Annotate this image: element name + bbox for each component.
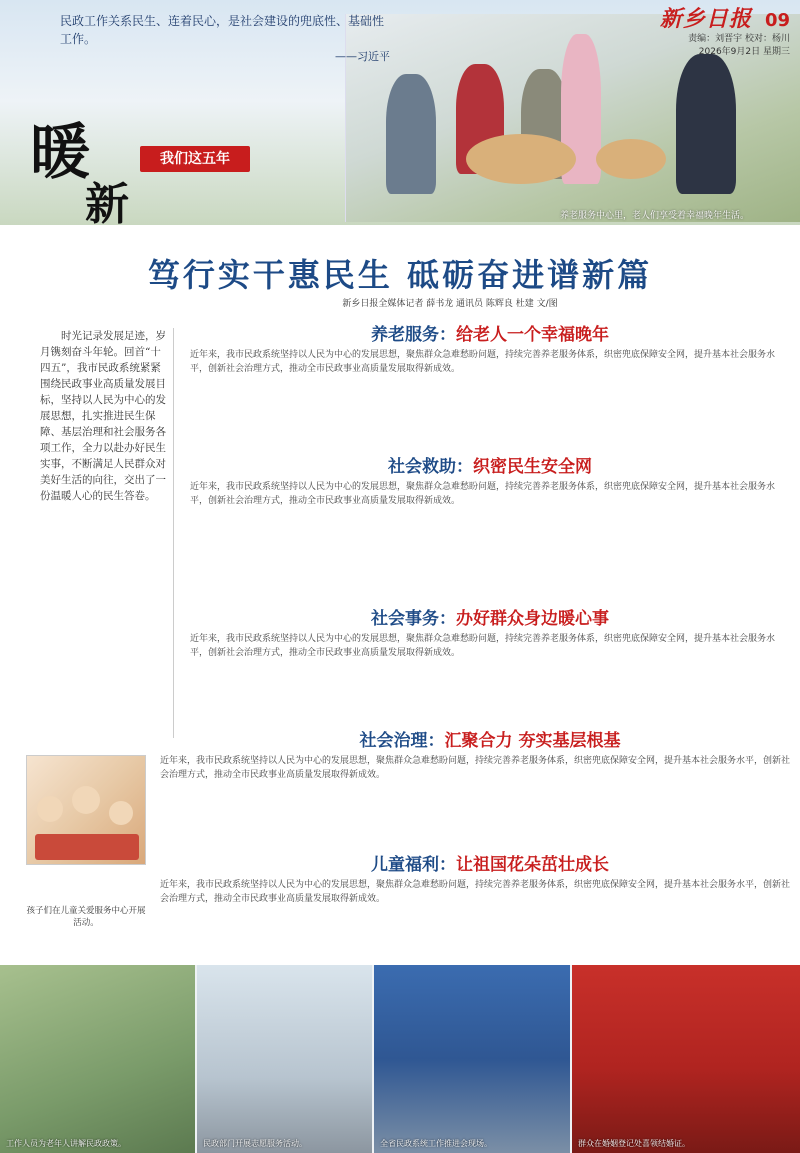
section-title-elderly-care bbox=[190, 320, 790, 345]
column-badge: 我们这五年 bbox=[140, 146, 250, 172]
newspaper-logo: 新乡日报 bbox=[659, 6, 752, 32]
section-title-social-assistance bbox=[190, 452, 790, 477]
section-title-main: 养老服务： bbox=[371, 325, 456, 345]
section-body-social-affairs: 近年来，我市民政系统坚持以人民为中心的发展思想，聚焦群众急难愁盼问题，持续完善养老服务体系，织密兜底保障安全网，提升基本社会服务水平，创新社会治理方式，推动全市民政事业高质量发展取得新成效。 bbox=[190, 634, 776, 658]
children-activity-photo bbox=[26, 755, 146, 865]
leader-quote bbox=[60, 12, 390, 66]
strip-caption-4: 群众在婚姻登记处喜领结婚证。 bbox=[578, 1139, 690, 1148]
quote-author: ——习近平 bbox=[335, 50, 390, 63]
decorative-char-warm: 暖 bbox=[30, 118, 90, 188]
section-body-social-governance: 近年来，我市民政系统坚持以人民为中心的发展思想，聚焦群众急难愁盼问题，持续完善养老服务体系，织密兜底保障安全网，提升基本社会服务水平，创新社会治理方式，推动全市民政事业高质量发展取得新成效。 bbox=[160, 756, 790, 780]
section-title-sub: 汇聚合力 夯实基层根基 bbox=[444, 731, 621, 751]
strip-photo-3 bbox=[374, 965, 570, 1153]
left-photo-caption: 孩子们在儿童关爱服务中心开展活动。 bbox=[26, 906, 146, 928]
page-headline: 笃行实干惠民生 砥砺奋进谱新篇 bbox=[147, 256, 653, 294]
section-title-social-governance bbox=[190, 726, 790, 751]
section-body-social-assistance: 近年来，我市民政系统坚持以人民为中心的发展思想，聚焦群众急难愁盼问题，持续完善养老服务体系，织密兜底保障安全网，提升基本社会服务水平，创新社会治理方式，推动全市民政事业高质量发展取得新成效。 bbox=[190, 482, 776, 506]
intro-column: 时光记录发展足迹，岁月镌刻奋斗年轮。回首“十四五”，我市民政系统紧紧围绕民政事业高质量发展目标，坚持以人民为中心的发展思想，扎实推进民生保障、基层治理和社会服务各项工作，全力以赴办好民生实事，不断满足人民群众对美好生活的向往，交出了一份温暖人心的民生答卷。 bbox=[40, 328, 174, 738]
quote-text: 民政工作关系民生、连着民心，是社会建设的兜底性、基础性工作。 bbox=[60, 14, 385, 46]
section-title-main: 社会救助： bbox=[388, 457, 473, 477]
masthead bbox=[640, 2, 790, 59]
strip-photo-4 bbox=[572, 965, 800, 1153]
byline: 新乡日报全媒体记者 薛书龙 通讯员 陈辉良 杜建 文/图 bbox=[342, 299, 558, 309]
section-title-sub: 办好群众身边暖心事 bbox=[456, 609, 609, 629]
section-title-main: 社会事务： bbox=[371, 609, 456, 629]
section-title-sub: 让祖国花朵茁壮成长 bbox=[456, 855, 609, 875]
bottom-photo-strip bbox=[0, 965, 800, 1153]
section-title-main: 儿童福利： bbox=[371, 855, 456, 875]
strip-caption-1: 工作人员为老年人讲解民政政策。 bbox=[6, 1139, 126, 1148]
editor-line: 责编：刘晋宇 校对：杨川 bbox=[688, 34, 790, 44]
decorative-char-new: 新 bbox=[85, 179, 129, 230]
hero-caption: 养老服务中心里，老人们享受着幸福晚年生活。 bbox=[560, 211, 750, 221]
section-title-social-affairs bbox=[190, 604, 790, 629]
strip-photo-1 bbox=[0, 965, 195, 1153]
section-title-sub: 织密民生安全网 bbox=[473, 457, 592, 477]
strip-caption-2: 民政部门开展志愿服务活动。 bbox=[203, 1139, 307, 1148]
section-body-child-welfare: 近年来，我市民政系统坚持以人民为中心的发展思想，聚焦群众急难愁盼问题，持续完善养老服务体系，织密兜底保障安全网，提升基本社会服务水平，创新社会治理方式，推动全市民政事业高质量发展取得新成效。 bbox=[160, 880, 790, 904]
strip-photo-2 bbox=[197, 965, 372, 1153]
section-title-main: 社会治理： bbox=[359, 731, 445, 751]
section-title-child-welfare bbox=[190, 850, 790, 875]
section-title-sub: 给老人一个幸福晚年 bbox=[456, 325, 609, 345]
section-body-elderly-care: 近年来，我市民政系统坚持以人民为中心的发展思想，聚焦群众急难愁盼问题，持续完善养老服务体系，织密兜底保障安全网，提升基本社会服务水平，创新社会治理方式，推动全市民政事业高质量发展取得新成效。 bbox=[190, 350, 776, 374]
date-line: 2026年9月2日 星期三 bbox=[698, 47, 790, 57]
strip-caption-3: 全省民政系统工作推进会现场。 bbox=[380, 1139, 492, 1148]
page-number: 09 bbox=[764, 10, 790, 31]
